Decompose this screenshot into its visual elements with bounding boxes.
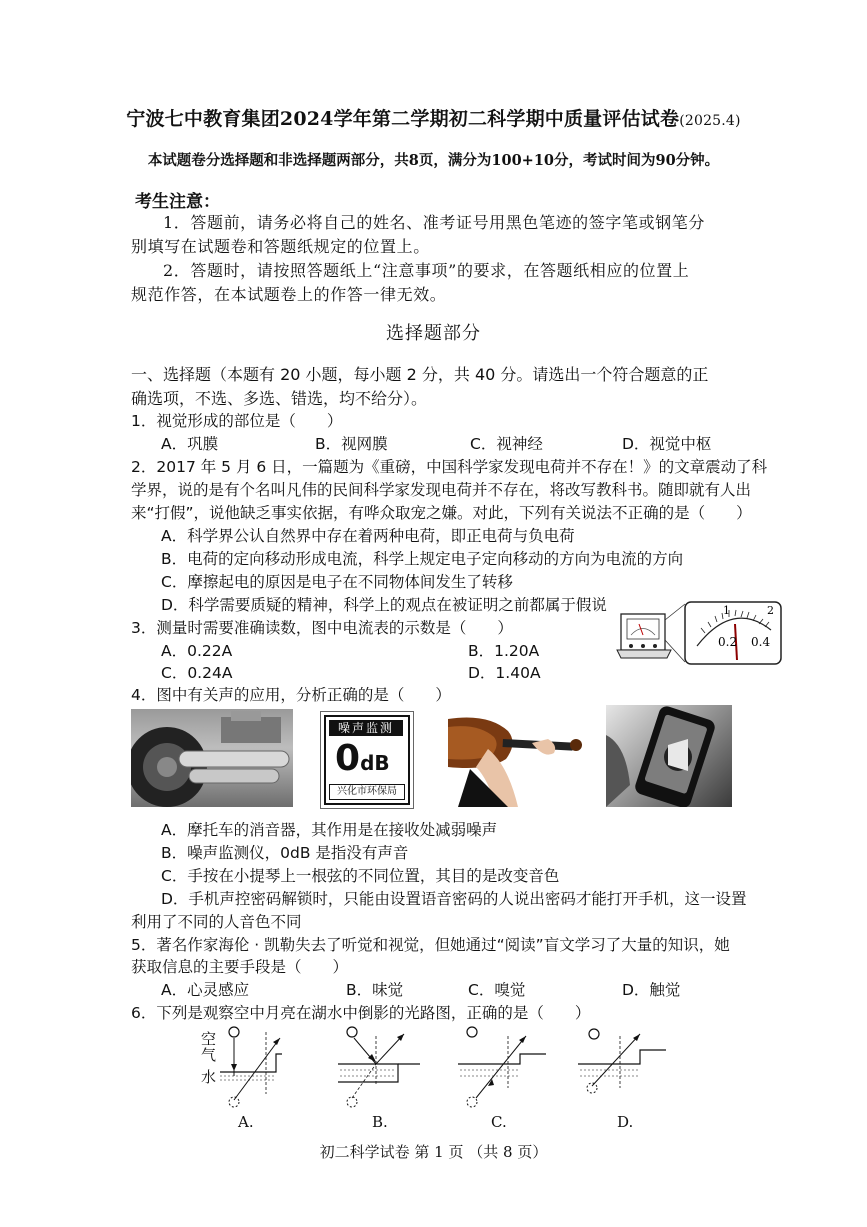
q1-option-a: A．巩膜 bbox=[161, 435, 219, 453]
q1-option-d: D．视觉中枢 bbox=[622, 435, 712, 453]
q3-option-a: A．0.22A bbox=[161, 642, 233, 660]
air-label bbox=[201, 1031, 216, 1063]
q2-option-a: A．科学界公认自然界中存在着两种电荷，即正电荷与负电荷 bbox=[161, 527, 575, 545]
notice-line: 规范作答，在本试题卷上的作答一律无效。 bbox=[131, 285, 447, 304]
page-footer: 初二科学试卷 第 1 页 （共 8 页） bbox=[319, 1143, 548, 1161]
notice-line: 1．答题前，请务必将自己的姓名、准考证号用黑色笔迹的签字笔或钢笔分 bbox=[163, 213, 705, 232]
question-2-stem: 学界，说的是有个名叫凡伟的民间科学家发现电荷并不存在，将改写教科书。随即就有人出 bbox=[131, 481, 752, 499]
question-3-stem: 3．测量时需要准确读数，图中电流表的示数是（ ） bbox=[131, 619, 513, 637]
question-5-stem: 5．著名作家海伦 · 凯勒失去了听觉和视觉，但她通过“阅读”盲文学习了大量的知识，她 bbox=[131, 936, 730, 954]
q4-option-d: D．手机声控密码解锁时，只能由设置语音密码的人说出密码才能打开手机，这一设置 bbox=[161, 890, 747, 908]
question-1-stem: 1．视觉形成的部位是（ ） bbox=[131, 412, 343, 430]
question-5-stem: 获取信息的主要手段是（ ） bbox=[131, 958, 349, 976]
phone-voice-unlock-photo bbox=[606, 705, 732, 807]
q1-option-c: C．视神经 bbox=[470, 435, 543, 453]
meter-label: 2 bbox=[767, 604, 774, 617]
q2-option-b: B．电荷的定向移动形成电流，科学上规定电子定向移动的方向为电流的方向 bbox=[161, 550, 684, 568]
q4-option-b: B．噪声监测仪，0dB 是指没有声音 bbox=[161, 844, 409, 862]
q5-option-b: B．味觉 bbox=[346, 981, 404, 999]
notice-heading: 考生注意： bbox=[135, 192, 220, 212]
optics-diagram-a bbox=[220, 1024, 300, 1114]
q5-option-a: A．心灵感应 bbox=[161, 981, 250, 999]
question-2-stem: 2．2017 年 5 月 6 日，一篇题为《重磅，中国科学家发现电荷并不存在！》的文章震动了科 bbox=[131, 458, 768, 476]
section-title: 选择题部分 bbox=[386, 323, 481, 344]
q2-option-d: D．科学需要质疑的精神，科学上的观点在被证明之前都属于假说 bbox=[161, 596, 607, 614]
q4-option-a: A．摩托车的消音器，其作用是在接收处减弱噪声 bbox=[161, 821, 498, 839]
moon-icon bbox=[467, 1027, 477, 1037]
q3-option-b: B．1.20A bbox=[468, 642, 540, 660]
q3-option-d: D．1.40A bbox=[468, 664, 541, 682]
air-label-char: 气 bbox=[201, 1046, 217, 1064]
q4-option-c: C．手按在小提琴上一根弦的不同位置，其目的是改变音色 bbox=[161, 867, 560, 885]
q5-option-d: D．触觉 bbox=[622, 981, 681, 999]
q2-option-c: C．摩擦起电的原因是电子在不同物体间发生了转移 bbox=[161, 573, 513, 591]
exam-date: (2025.4) bbox=[679, 113, 741, 129]
optics-diagram-c bbox=[458, 1024, 548, 1114]
sign-footer: 兴化市环保局 bbox=[329, 784, 405, 800]
notice-line: 别填写在试题卷和答题纸规定的位置上。 bbox=[131, 237, 430, 256]
ammeter-figure bbox=[615, 600, 785, 668]
meter-label: 1 bbox=[723, 604, 730, 617]
diagram-label-d: D. bbox=[617, 1113, 634, 1131]
moon-icon bbox=[229, 1027, 239, 1037]
air-label-char: 空 bbox=[201, 1030, 217, 1048]
part-heading: 一、选择题（本题有 20 小题，每小题 2 分，共 40 分。请选出一个符合题意的正 bbox=[131, 365, 709, 384]
water-label: 水 bbox=[201, 1068, 217, 1086]
noise-monitor-sign bbox=[320, 711, 414, 809]
question-4-stem: 4．图中有关声的应用，分析正确的是（ ） bbox=[131, 686, 451, 704]
sign-unit: dB bbox=[360, 751, 390, 775]
q1-option-b: B．视网膜 bbox=[315, 435, 388, 453]
motorcycle-muffler-photo bbox=[131, 709, 293, 807]
notice-line: 2．答题时，请按照答题纸上“注意事项”的要求，在答题纸相应的位置上 bbox=[163, 261, 690, 280]
moon-icon bbox=[347, 1027, 357, 1037]
part-heading: 确选项，不选、多选、错选，均不给分）。 bbox=[131, 389, 428, 408]
question-2-stem: 来“打假”，说他缺乏事实依据，有哗众取宠之嫌。对此，下列有关说法不正确的是（ ） bbox=[131, 504, 752, 522]
sign-value: 0 bbox=[335, 738, 361, 779]
q4-option-d-continued: 利用了不同的人音色不同 bbox=[131, 913, 302, 931]
exam-title bbox=[0, 104, 867, 131]
sign-header: 噪声监测 bbox=[329, 720, 403, 736]
question-6-stem: 6．下列是观察空中月亮在湖水中倒影的光路图，正确的是（ ） bbox=[131, 1004, 591, 1022]
exam-title-text: 宁波七中教育集团2024学年第二学期初二科学期中质量评估试卷 bbox=[126, 108, 680, 130]
optics-diagram-d bbox=[578, 1024, 668, 1114]
violin-photo bbox=[448, 709, 588, 807]
exam-intro: 本试题卷分选择题和非选择题两部分，共8页，满分为100+10分，考试时间为90分钟。 bbox=[147, 152, 720, 169]
moon-icon bbox=[589, 1029, 599, 1039]
diagram-label-c: C. bbox=[491, 1113, 507, 1131]
q5-option-c: C．嗅觉 bbox=[468, 981, 526, 999]
optics-diagram-b bbox=[338, 1024, 428, 1114]
q3-option-c: C．0.24A bbox=[161, 664, 233, 682]
meter-label: 0.4 bbox=[751, 635, 771, 649]
diagram-label-b: B. bbox=[372, 1113, 388, 1131]
diagram-label-a: A. bbox=[238, 1113, 254, 1131]
meter-label: 0.2 bbox=[718, 635, 738, 649]
